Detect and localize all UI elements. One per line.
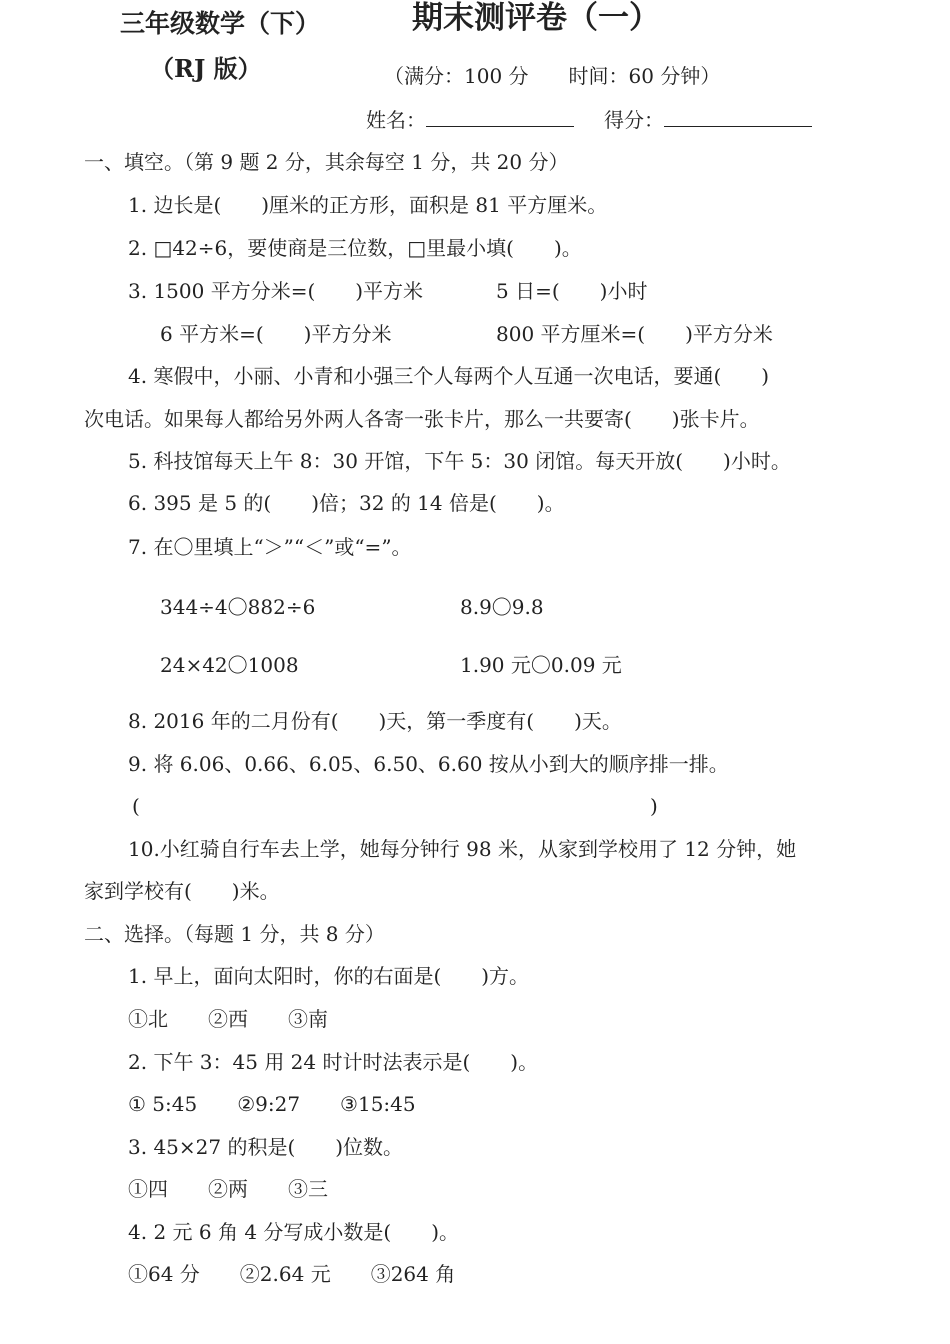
score-field[interactable]: [604, 108, 812, 132]
s2-q2: 2. 下午 3：45 用 24 时计时法表示是( )。: [128, 1050, 539, 1074]
section1-heading: 一、填空。（第 9 题 2 分，其余每空 1 分，共 20 分）: [84, 150, 569, 174]
s1-q9-open-paren: (: [132, 794, 140, 818]
grade-title: 三年级数学（下）: [120, 9, 321, 38]
s2-q4: 4. 2 元 6 角 4 分写成小数是( )。: [128, 1220, 460, 1244]
s1-q8: 8. 2016 年的二月份有( )天，第一季度有( )天。: [128, 709, 622, 733]
exam-title: 期末测评卷（一）: [412, 0, 660, 36]
s1-q7-b: 8.9〇9.8: [460, 595, 544, 619]
s1-q2: 2. □42÷6，要使商是三位数，□里最小填( )。: [128, 236, 582, 260]
s1-q9-close-paren: ): [650, 794, 658, 818]
exam-info: （满分：100 分 时间：60 分钟）: [384, 64, 721, 88]
s1-q1: 1. 边长是( )厘米的正方形，面积是 81 平方厘米。: [128, 193, 608, 217]
s1-q3b: 5 日=( )小时: [496, 279, 648, 303]
s1-q4-line2: 次电话。如果每人都给另外两人各寄一张卡片，那么一共要寄( )张卡片。: [84, 407, 760, 431]
s1-q7-d: 1.90 元〇0.09 元: [460, 653, 622, 677]
edition-label: （RJ 版）: [150, 54, 262, 83]
s1-q10-line2: 家到学校有( )米。: [84, 879, 280, 903]
section2-heading: 二、选择。（每题 1 分，共 8 分）: [84, 922, 385, 946]
name-field[interactable]: [366, 108, 574, 132]
s1-q4-line1: 4. 寒假中，小丽、小青和小强三个人每两个人互通一次电话，要通( ): [128, 364, 770, 388]
s1-q7-a: 344÷4〇882÷6: [160, 595, 316, 619]
s1-q7-c: 24×42〇1008: [160, 653, 299, 677]
s1-q9: 9. 将 6.06、0.66、6.05、6.50、6.60 按从小到大的顺序排一排。: [128, 752, 729, 776]
name-blank[interactable]: [426, 108, 574, 127]
s1-q3a: 3. 1500 平方分米=( )平方米: [128, 279, 424, 303]
s2-q1: 1. 早上，面向太阳时，你的右面是( )方。: [128, 964, 530, 988]
s1-q7: 7. 在〇里填上“＞”“＜”或“=”。: [128, 535, 412, 559]
s2-q2-options: ① 5:45 ②9:27 ③15:45: [128, 1092, 416, 1116]
name-label: 姓名：: [366, 108, 426, 132]
score-label: 得分：: [604, 108, 664, 132]
s2-q3: 3. 45×27 的积是( )位数。: [128, 1135, 404, 1159]
s1-q3c: 6 平方米=( )平方分米: [160, 322, 392, 346]
s2-q4-options: ①64 分 ②2.64 元 ③264 角: [128, 1262, 456, 1286]
score-blank[interactable]: [664, 108, 812, 127]
s1-q5: 5. 科技馆每天上午 8：30 开馆，下午 5：30 闭馆。每天开放( )小时。: [128, 449, 791, 473]
s1-q3d: 800 平方厘米=( )平方分米: [496, 322, 773, 346]
s1-q10-line1: 10.小红骑自行车去上学，她每分钟行 98 米，从家到学校用了 12 分钟，她: [128, 837, 797, 861]
s2-q3-options: ①四 ②两 ③三: [128, 1177, 328, 1201]
s2-q1-options: ①北 ②西 ③南: [128, 1007, 328, 1031]
s1-q6: 6. 395 是 5 的( )倍；32 的 14 倍是( )。: [128, 491, 565, 515]
